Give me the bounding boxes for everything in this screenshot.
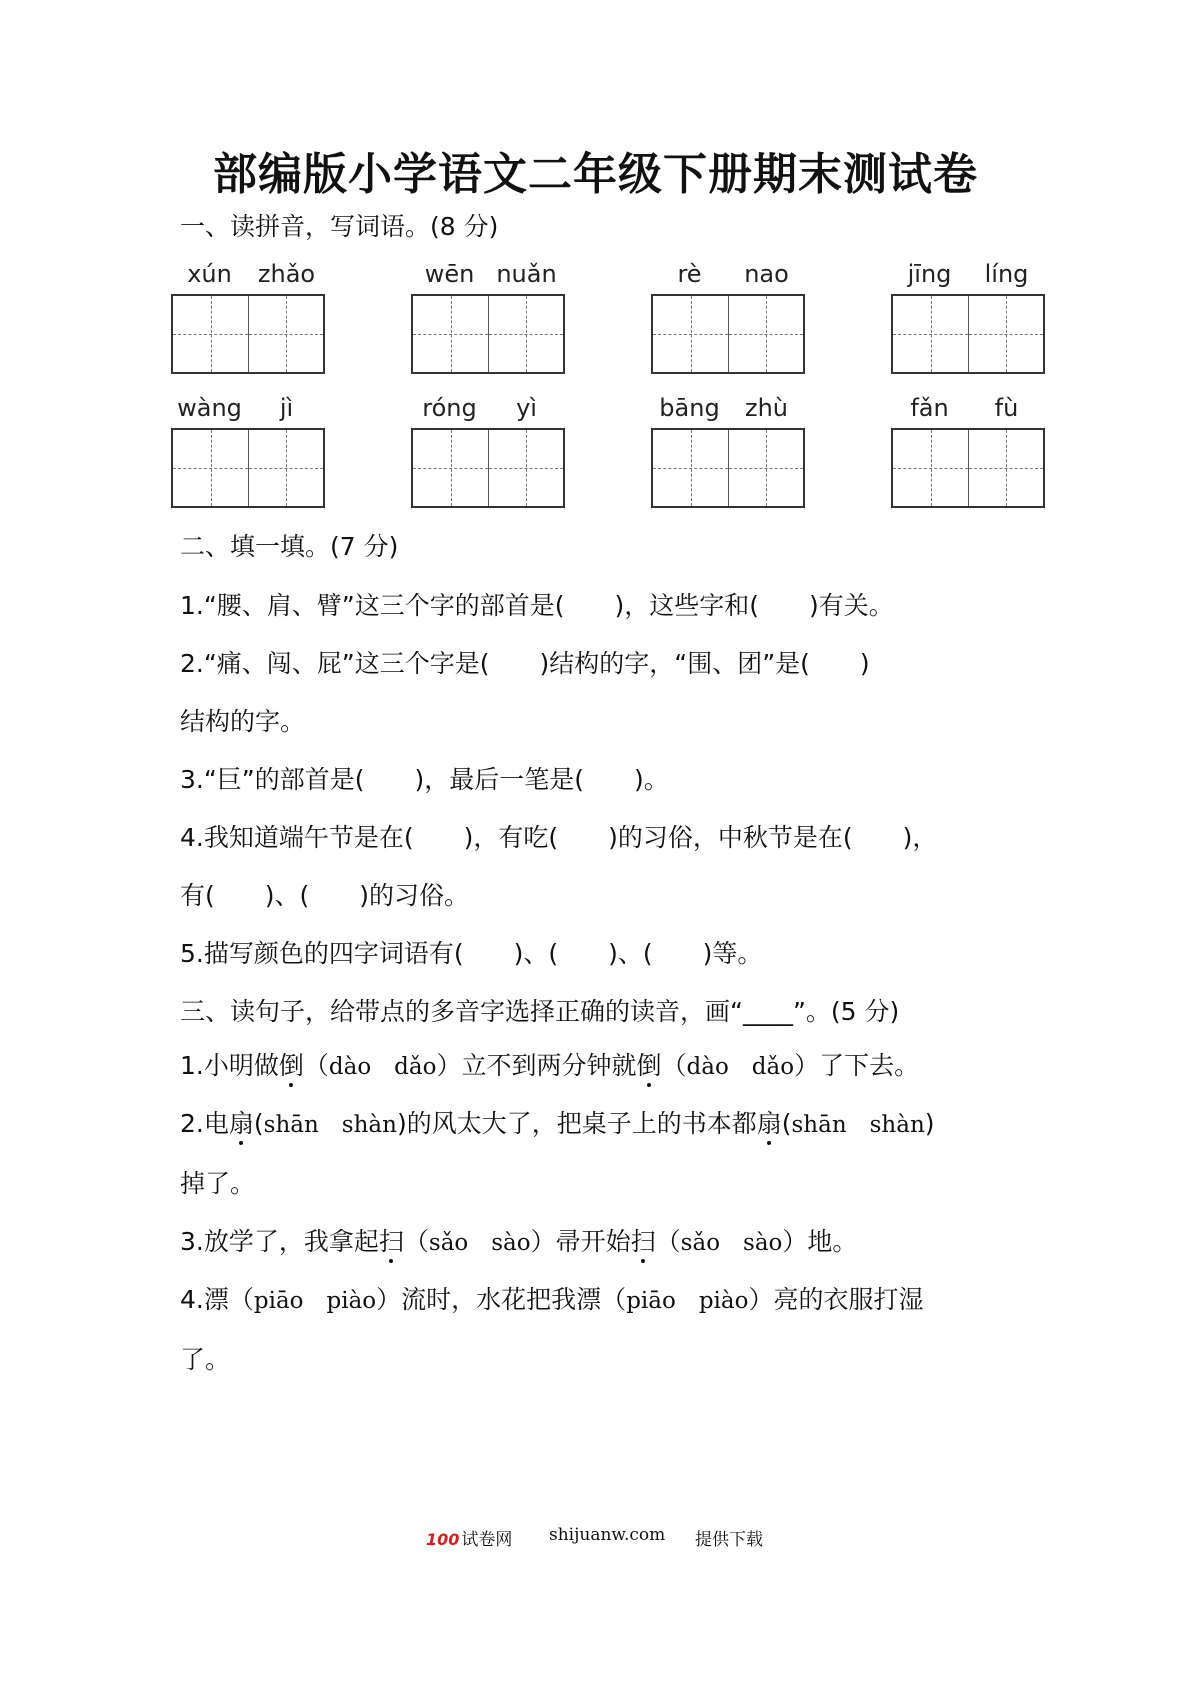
writing-grid[interactable] <box>651 428 805 508</box>
question-2-5: 5.描写颜色的四字词语有( )、( )、( )等。 <box>180 939 763 968</box>
text: （ <box>655 1227 681 1256</box>
pinyin-syllable: jīng <box>907 260 952 288</box>
text: ）亮的衣服打湿 <box>748 1285 924 1314</box>
writing-grid[interactable] <box>891 294 1045 374</box>
question-3-2-cont: 掉了。 <box>180 1169 256 1198</box>
question-3-4 <box>180 1280 923 1316</box>
text: （ <box>601 1285 627 1314</box>
site-logo[interactable] <box>426 1525 512 1550</box>
question-3-2 <box>180 1104 935 1140</box>
writing-grid[interactable] <box>651 294 805 374</box>
dotted-char: 扫 <box>379 1222 404 1258</box>
pinyin-word-5 <box>171 390 325 508</box>
pinyin-word-6 <box>411 390 565 508</box>
dotted-char: 扇 <box>757 1104 782 1140</box>
question-2-1: 1.“腰、肩、臂”这三个字的部首是( )，这些字和( )有关。 <box>180 591 894 620</box>
pinyin-word-7 <box>651 390 805 508</box>
logo-number: 100 <box>426 1530 460 1549</box>
text: （ <box>661 1051 687 1080</box>
pinyin-syllable: líng <box>984 260 1029 288</box>
dotted-char: 扇 <box>229 1104 254 1140</box>
dotted-char: 倒 <box>279 1046 304 1082</box>
pinyin-syllable: yì <box>516 394 537 422</box>
writing-grid[interactable] <box>171 428 325 508</box>
question-2-2: 2.“痛、闯、屁”这三个字是( )结构的字，“围、团”是( ) <box>180 649 870 678</box>
dotted-char: 扫 <box>631 1222 656 1258</box>
pinyin-syllable: wēn <box>424 260 475 288</box>
pinyin-options[interactable]: sǎo sào <box>428 1230 531 1256</box>
question-3-4-cont: 了。 <box>180 1345 231 1374</box>
pinyin-word-8 <box>891 390 1045 508</box>
pinyin-syllable: xún <box>187 260 232 288</box>
text: （ <box>228 1285 254 1314</box>
pinyin-syllable: zhǎo <box>257 260 316 288</box>
pinyin-syllable: wàng <box>177 394 242 422</box>
site-link[interactable]: shijuanw.com <box>549 1525 666 1545</box>
text: ）流时，水花把我漂 <box>376 1285 602 1314</box>
provide-download-text: 提供下载 <box>695 1530 763 1550</box>
pinyin-options[interactable]: piāo piào <box>626 1288 749 1314</box>
pinyin-syllable: zhù <box>744 394 789 422</box>
pinyin-word-2 <box>411 256 565 374</box>
writing-grid[interactable] <box>411 294 565 374</box>
pinyin-syllable: nao <box>744 260 789 288</box>
text: 2.电 <box>180 1109 229 1138</box>
section-2-heading: 二、填一填。(7 分) <box>180 532 399 561</box>
pinyin-word-3 <box>651 256 805 374</box>
pinyin-syllable: bāng <box>659 394 720 422</box>
text: （ <box>403 1227 429 1256</box>
text: ) <box>924 1109 935 1138</box>
question-2-4-cont: 有( )、( )的习俗。 <box>180 881 470 910</box>
pinyin-syllable: fǎn <box>910 394 949 422</box>
pinyin-syllable: nuǎn <box>496 260 557 288</box>
pinyin-word-1 <box>171 256 325 374</box>
pinyin-options[interactable]: dào dǎo <box>686 1054 795 1080</box>
text: 1.小明做 <box>180 1051 279 1080</box>
text: ）地。 <box>782 1227 858 1256</box>
question-2-2-cont: 结构的字。 <box>180 707 306 736</box>
text: 3.放学了，我拿起 <box>180 1227 379 1256</box>
question-3-3 <box>180 1222 857 1258</box>
text: )的风太大了，把桌子上的书本都 <box>396 1109 757 1138</box>
text: 4.漂 <box>180 1285 229 1314</box>
pinyin-syllable: jì <box>279 394 294 422</box>
pinyin-syllable: róng <box>422 394 477 422</box>
writing-grid[interactable] <box>891 428 1045 508</box>
pinyin-options[interactable]: shān shàn <box>263 1112 397 1138</box>
section-3-heading: 三、读句子，给带点的多音字选择正确的读音，画“____”。(5 分) <box>180 997 900 1026</box>
pinyin-options[interactable]: sǎo sào <box>680 1230 783 1256</box>
pinyin-syllable: fù <box>994 394 1019 422</box>
text: ）帚开始 <box>530 1227 631 1256</box>
dotted-char: 倒 <box>636 1046 661 1082</box>
section-1-heading: 一、读拼音，写词语。(8 分) <box>180 212 499 241</box>
pinyin-options[interactable]: shān shàn <box>791 1112 925 1138</box>
pinyin-syllable: rè <box>677 260 702 288</box>
question-2-4: 4.我知道端午节是在( )，有吃( )的习俗，中秋节是在( )， <box>180 823 938 852</box>
page-title: 部编版小学语文二年级下册期末测试卷 <box>213 149 978 200</box>
question-3-1 <box>180 1046 919 1082</box>
text: ( <box>253 1109 264 1138</box>
pinyin-word-4 <box>891 256 1045 374</box>
pinyin-options[interactable]: dào dǎo <box>328 1054 437 1080</box>
writing-grid[interactable] <box>411 428 565 508</box>
question-2-3: 3.“巨”的部首是( )，最后一笔是( )。 <box>180 765 669 794</box>
pinyin-options[interactable]: piāo piào <box>253 1288 377 1314</box>
logo-text: 试卷网 <box>461 1530 513 1550</box>
text: （ <box>303 1051 329 1080</box>
text: ）了下去。 <box>794 1051 920 1080</box>
text: ( <box>781 1109 792 1138</box>
writing-grid[interactable] <box>171 294 325 374</box>
text: ）立不到两分钟就 <box>436 1051 637 1080</box>
